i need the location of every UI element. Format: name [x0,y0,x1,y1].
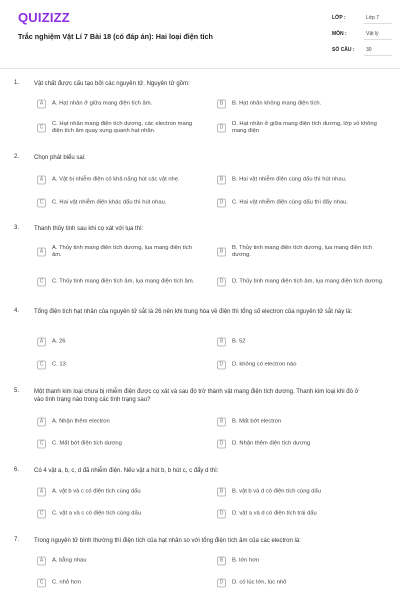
question-text: Có 4 vật a, b, c, d đã nhiễm điện. Nếu vật a hút b, b hút c, c đẩy d thì: [34,468,219,474]
option-letter: C [37,278,46,287]
meta-grade-label: LỚP : [332,15,346,21]
option-text: A. Thủy tinh mang điện tích dương, lụa mang điện tích âm. [52,245,193,258]
quizizz-logo: QUIZIZZ [18,10,70,25]
option-letter: B [217,488,226,497]
option-text: D. Hạt nhân ở giữa mang điện tích dương, lớp vỏ không mang điện [232,121,377,134]
option-text: B. Hạt nhân không mang điện tích. [232,100,322,107]
option-a[interactable] [37,98,200,110]
question-text: Một thanh kim loại chưa bị nhiễm điện được cọ xát và sau đó trở thành vật mang điện tích dương. Thanh kim loại khi đó ở vào tình trạng nào trong các tình trạng sau? [34,389,359,403]
option-letter: A [37,418,46,427]
option-text: D. có lúc lớn, lúc nhỏ [232,579,287,586]
option-b[interactable] [217,98,387,110]
option-text: D. Nhận thêm điện tích dương [232,440,311,447]
question-number: 6. [14,467,20,473]
option-a[interactable] [37,486,200,498]
option-letter: B [217,176,226,185]
option-letter: C [37,361,46,370]
option-b[interactable] [217,244,387,260]
option-text: B. Hai vật nhiễm điện cùng dấu thì hút nhau. [232,176,347,183]
option-text: A. Hạt nhân ở giữa mang điện tích âm. [52,100,153,107]
option-text: C. Mất bớt điện tích dương [52,440,122,447]
meta-count-value: 30 [366,47,372,53]
option-text: B. 52 [232,338,246,345]
option-c[interactable] [37,359,200,371]
option-text: C. Thủy tinh mang điện tích âm, lụa mang điện tích âm. [52,278,195,285]
option-c[interactable] [37,508,200,520]
option-letter: A [37,488,46,497]
option-c[interactable] [37,120,200,136]
question-number: 4. [14,308,20,314]
option-d[interactable] [217,438,387,450]
option-text: D. không có electron nào [232,361,297,368]
meta-subject-label: MÔN : [332,31,347,37]
option-text: C. Hạt nhân mang điện tích dương, các electron mang điện tích âm quay xung quanh hạt nhân. [52,121,193,134]
option-letter: D [217,579,226,588]
option-d[interactable] [217,359,387,371]
option-text: B. lớn hơn [232,557,260,564]
question-text: Thanh thủy tinh sau khi cọ xát với lụa thì: [34,226,144,232]
option-text: C. vật a và c có điện tích cùng dấu [52,510,141,517]
option-a[interactable] [37,555,200,567]
option-letter: C [37,510,46,519]
option-b[interactable] [217,336,387,348]
meta-subject [332,28,392,40]
meta-count-label: SỐ CÂU : [332,47,355,53]
option-b[interactable] [217,486,387,498]
option-letter: D [217,278,226,287]
option-letter: A [37,248,46,257]
option-a[interactable] [37,174,200,186]
option-c[interactable] [37,274,200,290]
option-letter: D [217,510,226,519]
option-letter: A [37,100,46,109]
option-letter: B [217,338,226,347]
option-text: D. Thủy tinh mang điện tích âm, lụa mang điện tích dương. [232,278,384,285]
option-text: A. Vật bị nhiễm điện có khả năng hút các vật nhẹ. [52,176,180,183]
option-text: C. Hai vật nhiễm điện cùng dấu thì đẩy nhau. [232,199,349,206]
option-text: A. bằng nhau [52,557,87,564]
question-number: 5. [14,388,20,394]
page-title: Trắc nghiệm Vật Lí 7 Bài 18 (có đáp án): Hai loại điện tích [18,32,213,41]
meta-count [332,44,392,56]
meta-subject-value: Vật lý [366,31,379,37]
option-text: A. 26 [52,338,66,345]
option-letter: D [217,361,226,370]
option-b[interactable] [217,416,387,428]
option-b[interactable] [217,174,387,186]
option-d[interactable] [217,120,387,136]
option-letter: B [217,100,226,109]
option-letter: D [217,199,226,208]
option-c[interactable] [37,197,200,209]
option-text: A. Nhận thêm electron [52,418,110,425]
option-letter: A [37,176,46,185]
option-a[interactable] [37,244,200,260]
header-divider [0,68,400,69]
question-text: Chọn phát biểu sai: [34,155,86,161]
option-text: C. 13 [52,361,66,368]
option-c[interactable] [37,577,200,589]
option-letter: D [217,440,226,449]
option-letter: D [217,124,226,133]
option-letter: A [37,338,46,347]
question-number: 3. [14,225,20,231]
question-number: 2. [14,154,20,160]
option-c[interactable] [37,438,200,450]
option-d[interactable] [217,577,387,589]
meta-grade-value: Lớp 7 [366,15,380,21]
meta-grade [332,12,392,24]
option-text: A. vật b và c có điện tích cùng dấu [52,488,141,495]
option-text: B. Thủy tinh mang điện tích dương, lụa mang điện tích dương. [232,245,373,258]
page-header [0,0,400,70]
question-text: Trong nguyên tử bình thường thì điện tích của hạt nhân so với tổng điện tích âm của các electron là: [34,538,301,544]
option-text: C. Hai vật nhiễm điện khác dấu thì hút nhau. [52,199,167,206]
option-b[interactable] [217,555,387,567]
option-d[interactable] [217,197,387,209]
option-letter: C [37,579,46,588]
option-text: B. vật b và d có điện tích cùng dấu [232,488,321,495]
question-text: Tổng điện tích hạt nhân của nguyên tử sắt là 26 nên khi trung hòa về điện thì tổng số electron của nguyên tử sắt này là: [34,309,353,315]
option-d[interactable] [217,274,387,290]
question-text: Vật chất được cấu tạo bởi các nguyên tử. Nguyên tử gồm: [34,81,190,87]
option-letter: A [37,557,46,566]
question-number: 7. [14,537,20,543]
option-text: C. nhỏ hơn [52,579,81,586]
option-letter: C [37,199,46,208]
option-letter: B [217,248,226,257]
option-letter: B [217,418,226,427]
option-letter: C [37,440,46,449]
option-letter: C [37,124,46,133]
option-d[interactable] [217,508,387,520]
option-text: B. Mất bớt electron [232,418,282,425]
option-a[interactable] [37,416,200,428]
question-number: 1. [14,80,20,86]
option-a[interactable] [37,336,200,348]
option-text: D. vật a và d có điện tích trái dấu [232,510,317,517]
option-letter: B [217,557,226,566]
